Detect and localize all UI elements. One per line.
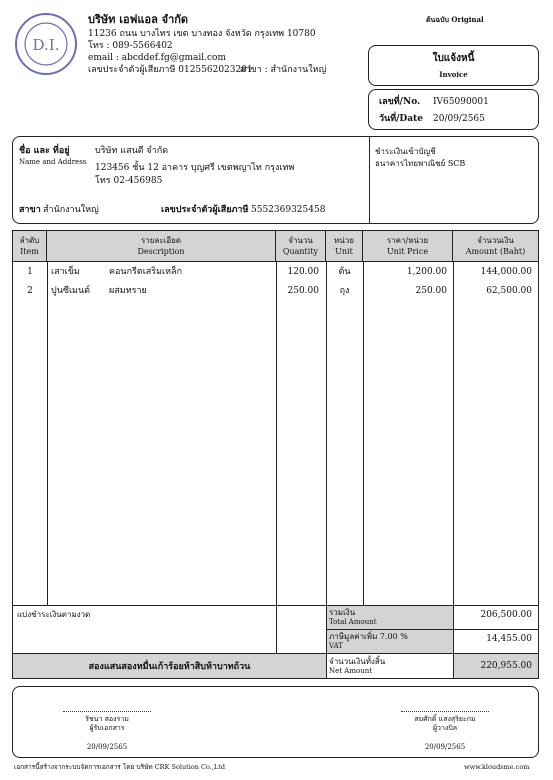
doc-no-label: เลขที่/No. [379,97,421,107]
company-name: บริษัท เอฟแอล จำกัด [88,13,189,26]
footer-link[interactable]: www.kloudsme.com [464,763,530,771]
net-value: 220,955.00 [480,661,532,671]
customer-name-label: ชื่อ และ ที่อยู่ [19,146,70,156]
original-label: ต้นฉบับ Original [426,15,484,24]
doc-no-value: IV65090001 [433,97,489,107]
right-signer-name: สมศักดิ์ แสงสุริยะกม [414,715,476,723]
header-quantity: จำนวน Quantity [276,231,326,261]
left-signer-name: รัชนา สองราม [85,715,129,723]
vat-value: 14,455.00 [486,634,532,644]
company-email: email : abcddef.fg@gmail.com [88,53,226,63]
company-taxid: เลขประจำตัวผู้เสียภาษี 0125562023201 [88,65,253,75]
total-value: 206,500.00 [480,610,532,620]
total-label: รวมเงิน Total Amount [329,608,377,626]
table-header [13,231,538,262]
customer-taxid-value: 5552369325458 [251,205,326,215]
doc-title-en: Invoice [439,70,468,79]
customer-phone: โทร 02-456985 [95,176,163,186]
doc-meta-box [368,89,539,130]
left-signer-role: ผู้รับเอกสาร [89,724,125,732]
payment-label: ชำระเงินเข้าบัญชี [375,147,436,156]
left-signer-date: 20/09/2565 [86,743,128,751]
amount-in-words: สองแสนสองหมื่นเก้าร้อยห้าสิบห้าบาทถ้วน [88,662,251,672]
customer-name: บริษัท แสนดี จำกัด [95,146,169,156]
customer-taxid-label: เลขประจำตัวผู้เสียภาษี [161,205,249,215]
header-unit: หน่วย Unit [326,231,363,261]
logo-text: D.I. [32,36,60,54]
net-amount-row [12,653,539,679]
company-address: 11236 ถนน บางไทร เขต บางทอง จังหวัด กรุงเทพ 10780 [88,29,316,39]
customer-branch-label: สาขา [19,205,41,215]
signature-box [12,686,539,758]
table-row: 2 ปูนซีเมนต์ ผสมทราย 250.00 ถุง 250.00 62,500.00 [27,286,532,296]
doc-title-th: ใบแจ้งหนี้ [432,53,475,64]
net-label: จำนวนเงินทั้งสิ้น Net Amount [329,657,386,675]
customer-address: 123456 ชั้น 12 อาคาร บุญศรี เขตพญาไท กรุงเทพ [95,163,295,173]
footer-left: เอกสารนี้สร้างจากระบบจัดการเอกสาร โดย บริษัท CRK Solution Co.,Ltd [14,763,225,771]
table-row: 1 เสาเข็ม คอนกรีตเสริมเหล็ก 120.00 ต้น 1,200.00 144,000.00 [27,267,532,277]
payment-bank: ธนาคารไทยพาณิชย์ SCB [375,159,466,168]
company-phone: โทร : 089-5566402 [88,41,173,51]
customer-box [12,136,539,224]
doc-date-value: 20/09/2565 [433,114,485,124]
doc-date-label: วันที่/Date [379,114,423,124]
right-signature-line [401,711,489,712]
remark-label: แบ่งชำระเงินตามงวด [17,610,91,619]
customer-branch-value: สำนักงานใหญ่ [43,205,99,215]
vat-label: ภาษีมูลค่าเพิ่ม 7.00 % VAT [329,632,408,650]
customer-name-label-en: Name and Address [19,158,87,166]
doc-title-box [368,45,539,86]
header-unit-price: ราคา/หน่วย Unit Price [363,231,453,261]
right-signer-date: 20/09/2565 [424,743,466,751]
header-item: ลำดับ Item [13,231,47,261]
left-signature-line [63,711,151,712]
company-branch: สาขา : สำนักงานใหญ่ [240,65,327,75]
right-signer-role: ผู้วางบิล [432,724,458,732]
items-table [12,230,539,654]
header-description: รายละเอียด Description [47,231,276,261]
header-amount: จำนวนเงิน Amount (Baht) [465,236,526,256]
company-logo [14,12,78,76]
